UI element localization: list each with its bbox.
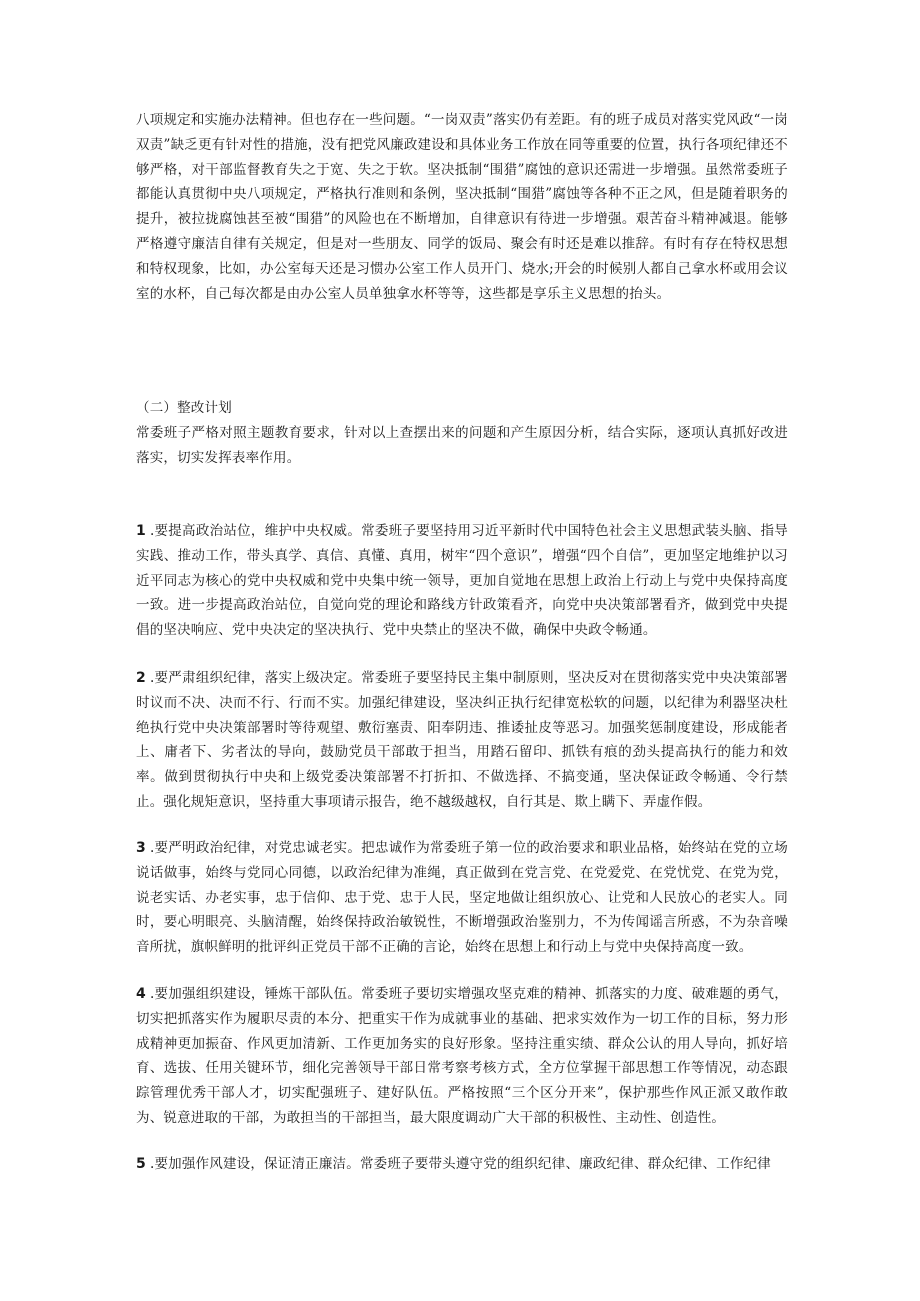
list-item [136,836,788,960]
item-text: .要严明政治纪律，对党忠诚老实。把忠诚作为常委班子第一位的政治要求和职业品格，始终站在党的立场说话做事，始终与党同心同德，以政治纪律为准绳，真正做到在党言党、在党爱党、在党忧党、在党为党，说老实话、办老实事，忠于信仰、忠于党、忠于人民，坚定地做让组织放心、让党和人民放心的老实人。同时，要心明眼亮、头脑清醒，始终保持政治敏锐性，不断增强政治鉴别力，不为传闻谣言所惑，不为杂音噪音所扰，旗帜鲜明的批评纠正党员干部不正确的言论，始终在思想上和行动上与党中央保持高度一致。 [136,840,788,956]
list-item [136,666,788,815]
list-item [136,519,788,643]
item-number: 1 [136,523,146,539]
item-text: .要严肃组织纪律，落实上级决定。常委班子要坚持民主集中制原则，坚决反对在贯彻落实党中央决策部署时议而不决、决而不行、行而不实。加强纪律建设，坚决纠正执行纪律宽松软的问题，以纪律为利器坚决杜绝执行党中央决策部署时等待观望、敷衍塞责、阳奉阴违、推诿扯皮等恶习。加强奖惩制度建设，形成能者上、庸者下、劣者汰的导向，鼓励党员干部敢于担当，用踏石留印、抓铁有痕的劲头提高执行的能力和效率。做到贯彻执行中央和上级党委决策部署不打折扣、不做选择、不搞变通，坚决保证政令畅通、令行禁止。强化规矩意识，坚持重大事项请示报告，绝不越级越权，自行其是、欺上瞒下、弄虚作假。 [136,670,788,810]
item-text: .要加强作风建设，保证清正廉洁。常委班子要带头遵守党的组织纪律、廉政纪律、群众纪律、工作纪律 [149,1156,771,1172]
item-number: 3 [136,840,146,856]
item-number: 2 [136,670,146,686]
list-item [136,982,788,1131]
intro-paragraph: 八项规定和实施办法精神。但也存在一些问题。“一岗双责”落实仍有差距。有的班子成员对落实党风政“一岗双责”缺乏更有针对性的措施，没有把党风廉政建设和具体业务工作放在同等重要的位置，执行各项纪律还不够严格，对干部监督教育失之于宽、失之于软。坚决抵制“围猎”腐蚀的意识还需进一步增强。虽然常委班子都能认真贯彻中央八项规定，严格执行准则和条例，坚决抵制“围猎”腐蚀等各种不正之风，但是随着职务的提升，被拉拢腐蚀甚至被“围猎”的风险也在不断增加，自律意识有待进一步增强。艰苦奋斗精神减退。能够严格遵守廉洁自律有关规定，但是对一些朋友、同学的饭局、聚会有时还是难以推辞。有时有存在特权思想和特权现象，比如，办公室每天还是习惯办公室工作人员开门、烧水;开会的时候别人都自己拿水杯或用会议室的水杯，自己每次都是由办公室人员单独拿水杯等等，这些都是享乐主义思想的抬头。 [136,112,788,302]
list-item [136,1152,788,1177]
section-heading: （二）整改计划 [136,400,232,416]
item-number: 4 [136,986,146,1002]
item-text: .要提高政治站位，维护中央权威。常委班子要坚持用习近平新时代中国特色社会主义思想武装头脑、指导实践、推动工作，带头真学、真信、真懂、真用，树牢“四个意识”，增强“四个自信”，更加坚定地维护以习近平同志为核心的党中央权威和党中央集中统一领导，更加自觉地在思想上政治上行动上与党中央保持高度一致。进一步提高政治站位，自觉向党的理论和路线方针政策看齐，向党中央决策部署看齐，做到党中央提倡的坚决响应、党中央决定的坚决执行、党中央禁止的坚决不做，确保中央政令畅通。 [136,523,788,639]
item-number: 5 [136,1156,146,1172]
lead-paragraph: 常委班子严格对照主题教育要求，针对以上查摆出来的问题和产生原因分析，结合实际，逐项认真抓好改进落实，切实发挥表率作用。 [136,425,788,466]
item-text: .要加强组织建设，锤炼干部队伍。常委班子要切实增强攻坚克难的精神、抓落实的力度、破难题的勇气，切实把抓落实作为履职尽责的本分、把重实干作为成就事业的基础、把求实效作为一切工作的目标，努力形成精神更加振奋、作风更加清新、工作更加务实的良好形象。坚持注重实绩、群众公认的用人导向，抓好培育、选拔、任用关键环节，细化完善领导干部日常考察考核方式，全方位掌握干部思想工作等情况，动态跟踪管理优秀干部人才，切实配强班子、建好队伍。严格按照“三个区分开来”，保护那些作风正派又敢作敢为、锐意进取的干部，为敢担当的干部担当，最大限度调动广大干部的积极性、主动性、创造性。 [136,986,788,1126]
